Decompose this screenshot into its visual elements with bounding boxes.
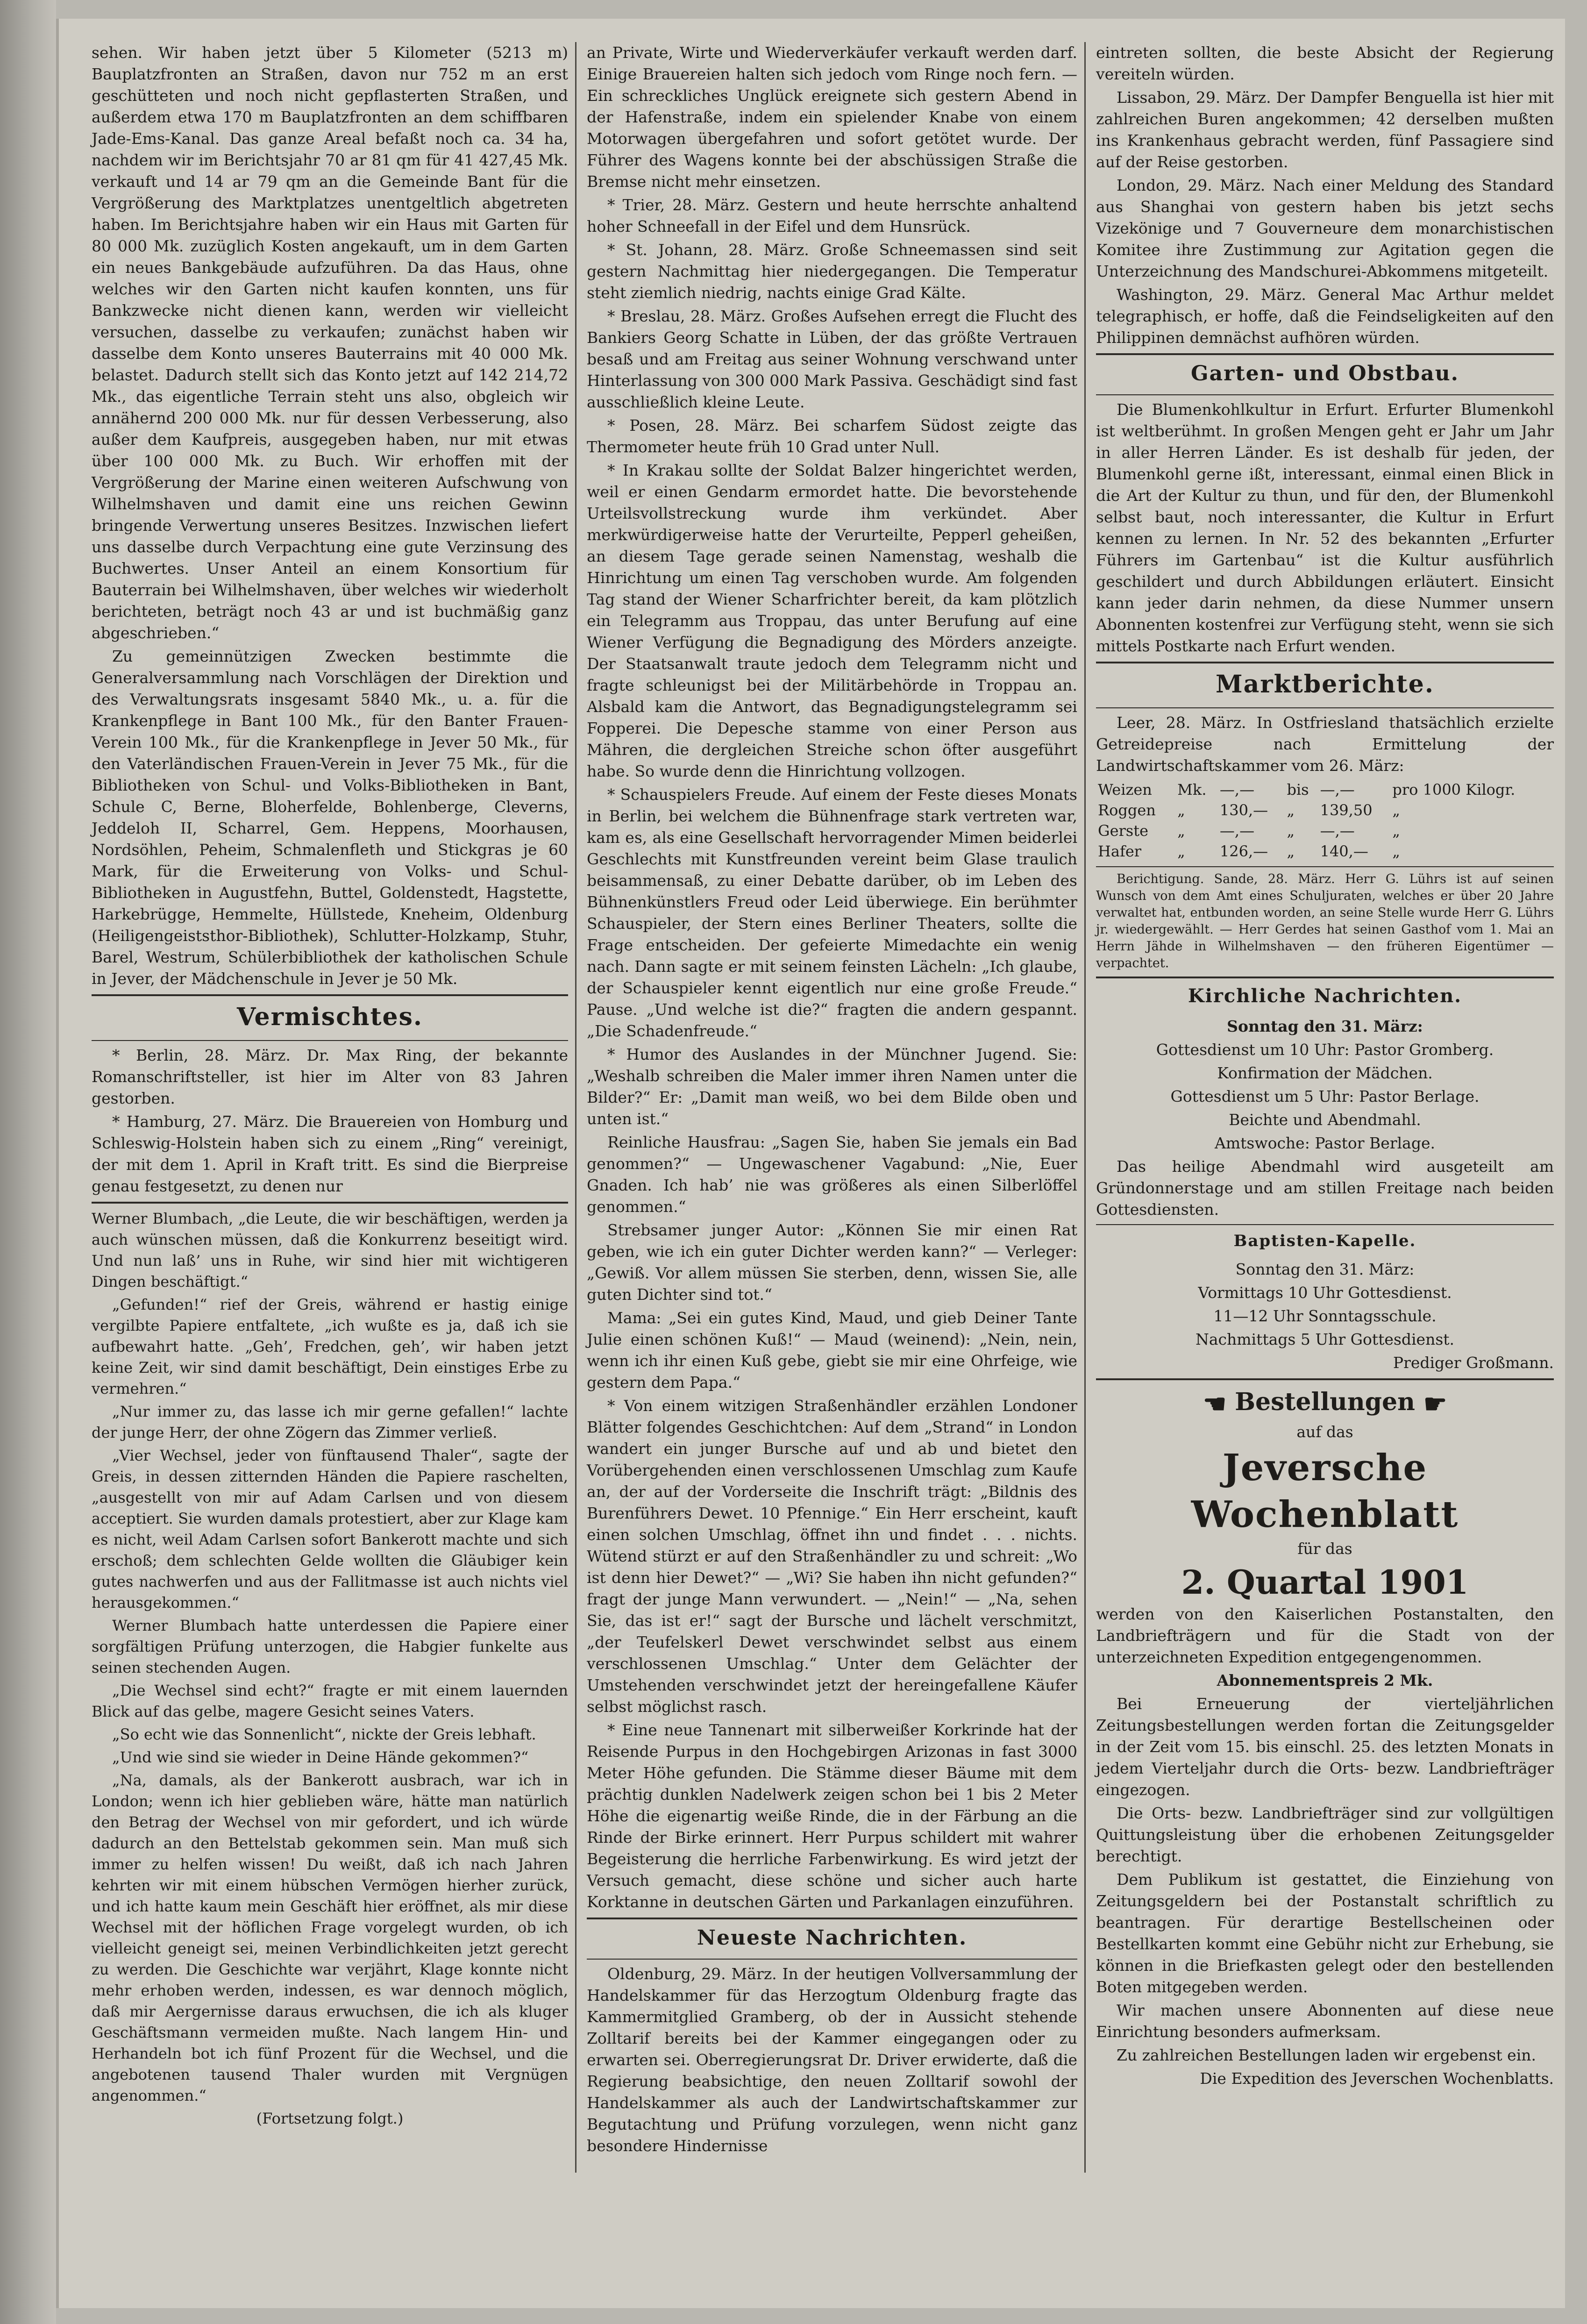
news-london: London, 29. März. Nach einer Meldung des Standard aus Shanghai von gestern haben bis jetzt sechs Vizekönige und 7 Gouverneure dem monarchistischen Komitee ihre Zustimmung zur Agitation gegen die Unterzeichnung des Mandschurei-Abkommens mitgeteilt. [1096, 176, 1554, 280]
divider [1096, 1224, 1554, 1225]
grain-unit: „ [1177, 842, 1185, 860]
table-row [1096, 841, 1554, 862]
baptist-sign: Prediger Großmann. [1393, 1354, 1554, 1372]
subscription-ad [1096, 1385, 1554, 2089]
baptist-date: Sonntag den 31. März: [1235, 1260, 1415, 1278]
news-posen: * Posen, 28. März. Bei scharfem Südost zeigte das Thermometer heute früh 10 Grad unter Null. [587, 416, 1077, 456]
divider [1096, 394, 1554, 395]
joke-autor: Strebsamer junger Autor: „Können Sie mir einen Rat geben, wie ich ein guter Dichter werden kann?“ — Verleger: „Gewiß. Vor allem müssen Sie sterben, denn, wissen Sie, alle guten Dichter sind tot.“ [587, 1221, 1077, 1304]
news-humor: * Humor des Auslandes in der Münchner Jugend. Sie: „Weshalb schreiben die Maler immer ihren Namen unter die Bilder?“ Er: „Damit man weiß, wo bei dem Bilde oben und unten ist.“ [587, 1045, 1077, 1128]
divider [587, 1959, 1077, 1960]
news-breslau: * Breslau, 28. März. Großes Aufsehen erregt die Flucht des Bankiers Georg Schatte in Lüben, der das größte Vertrauen besaß und am Freitag aus seiner Wohnung verschwand unter Hinterlassung von 300 000 Mark Passiva. Geschädigt sind fast ausschließlich kleine Leute. [587, 307, 1077, 411]
section-title-garten: Garten- und Obstbau. [1191, 362, 1459, 385]
news-tannenart: * Eine neue Tannenart mit silberweißer Korkrinde hat der Reisende Purpus in den Hochgebirgen Arizonas in fast 3000 Meter Höhe gefunden. Die Stämme dieser Bäume mit dem prächtig dunklen Nadelwerk zeigen schon bei 1 bis 2 Meter Höhe die eigenartig weiße Rinde, die in der Färbung an die Rinde der Birke erinnert. Herr Purpus schildert mit wahrer Begeisterung die herrliche Farbenwirkung. Es wird jetzt der Versuch gemacht, diese schöne und sicher auch harte Korktanne in deutschen Gärten und Parkanlagen einzuführen. [587, 1721, 1077, 1911]
grain-bis: „ [1287, 822, 1295, 840]
church-line: Gottesdienst um 10 Uhr: Pastor Gromberg. [1156, 1041, 1494, 1059]
ad-title: Bestellungen [1235, 1388, 1415, 1416]
news-hamburg: * Hamburg, 27. März. Die Brauereien von Homburg und Schleswig-Holstein haben sich zu einem „Ring“ vereinigt, der mit dem 1. April in Kraft tritt. Es sind die Bierpreise genau festgesetzt, zu denen nur [92, 1112, 568, 1195]
grain-from: —,— [1219, 781, 1255, 798]
news-lissabon: Lissabon, 29. März. Der Dampfer Benguella ist hier mit zahlreichen Buren angekommen; 42 derselben mußten ins Krankenhaus gebracht werden, fünf Passagiere sind auf der Reise gestorben. [1096, 88, 1554, 171]
news-berlin: * Berlin, 28. März. Dr. Max Ring, der bekannte Romanschriftsteller, ist hier im Alter von 83 Jahren gestorben. [92, 1046, 568, 1107]
divider [92, 1202, 568, 1204]
ad-sign: Die Expedition des Jeverschen Wochenblatts. [1200, 2069, 1554, 2088]
church-date: Sonntag den 31. März: [1227, 1017, 1423, 1035]
grain-unit: „ [1177, 822, 1185, 840]
column-3 [1096, 42, 1554, 2091]
divider [1096, 977, 1554, 978]
donations-text: Zu gemeinnützigen Zwecken bestimmte die Generalversammlung nach Vorschlägen der Direktion und des Verwaltungsrats insgesamt 5840 Mk., u. a. für die Krankenpflege in Bant 100 Mk., für den Banter Frauen-Verein 100 Mk., für die Krankenpflege in Jever 50 Mk., für den Vaterländischen Frauen-Verein in Jever 75 Mk., für die Bibliotheken von Schul- und Volks-Bibliotheken in Bant, Schule C, Berne, Bloherfelde, Bohlenberge, Cleverns, Jeddeloh II, Scharrel, Gem. Heppens, Moorhausen, Nordsöhlen, Peheim, Schmalenfleth und Stickgras je 60 Mark, für die Erweiterung von Volks- und Schul-Bibliotheken in Augustfehn, Buttel, Goldenstedt, Hagstette, Harkebrügge, Hemmelte, Hüllstede, Kneheim, Oldenburg (Heiligengeiststhor-Bibliothek), Schlutter-Holzkamp, Stuhr, Barel, Westrum, Schülerbibliothek der katholischen Schule in Jever, der Mädchenschule in Jever je 50 Mk. [92, 647, 568, 988]
story-paragraph: Werner Blumbach, „die Leute, die wir beschäftigen, werden ja auch wünschen müssen, daß die Konkurrenz beseitigt wird. Und nun laß’ uns in Ruhe, wir sind hier mit wichtigeren Dingen beschäftigt.“ [92, 1210, 568, 1290]
grain-to: 140,— [1320, 842, 1368, 860]
grain-bis: „ [1287, 842, 1295, 860]
story-paragraph: „Na, damals, als der Bankerott ausbrach, war ich in London; wenn ich hier geblieben wäre, hätte man natürlich den Betrag der Wechsel von mir gefordert, und ich würde dadurch an den Bettelstab gekommen sein. Man muß sich immer zu helfen wissen! Du weißt, daß ich nach Jahren kehrten wir mit einem hübschen Vermögen hierher zurück, und ich hatte kaum mein Geschäft hier eröffnet, als mir diese Wechsel mit der höflichen Frage vorgelegt wurden, ob ich vielleicht geneigt sei, meinen Verbindlichkeiten jetzt gerecht zu werden. Die Geschichte war verjährt, Klage konnte nicht mehr erhoben werden, indessen, es war dennoch möglich, daß mir Aergernisse daraus erwuchsen, die ich als kluger Geschäftsmann vermeiden mußte. Nach langem Hin- und Herhandeln bot ich fünf Prozent für die Wechsel, und die angebotenen tausend Thaler wurden mit Vergnügen angenommen.“ [92, 1771, 568, 2104]
grain-to: —,— [1320, 822, 1355, 840]
news-trier: * Trier, 28. März. Gestern und heute herrschte anhaltend hoher Schneefall in der Eifel und dem Hunsrück. [587, 196, 1077, 235]
grain-price-table [1096, 779, 1554, 862]
story-paragraph: „Die Wechsel sind echt?“ fragte er mit einem lauernden Blick auf das gelbe, magere Gesicht seines Vaters. [92, 1682, 568, 1720]
joke-hausfrau: Reinliche Hausfrau: „Sagen Sie, haben Sie jemals ein Bad genommen?“ — Ungewaschener Vagabund: „Nie, Euer Gnaden. Ich hab’ nie was größeres als einen Silberlöffel genommen.“ [587, 1133, 1077, 1216]
market-leer: Leer, 28. März. In Ostfriesland thatsächlich erzielte Getreidepreise nach Ermittelung der Landwirtschaftskammer vom 26. März: [1096, 713, 1554, 775]
ad-heading [1096, 1385, 1554, 1421]
divider [1096, 707, 1554, 708]
church-line: Konfirmation der Mädchen. [1217, 1064, 1433, 1082]
section-title-baptisten: Baptisten-Kapelle. [1233, 1232, 1416, 1250]
section-title-markt: Marktberichte. [1216, 670, 1434, 699]
grain-to: 139,50 [1320, 801, 1373, 819]
story-paragraph: „Nur immer zu, das lasse ich mir gerne gefallen!“ lachte der junge Herr, der ohne Zögern das Zimmer verließ. [92, 1403, 568, 1441]
bank-report-text: sehen. Wir haben jetzt über 5 Kilometer (5213 m) Bauplatzfronten an Straßen, davon nur 752 m an erst geschütteten und noch nicht gepflasterten Straßen, und außerdem etwa 170 m Bauplatzfronten an dem schiffbaren Jade-Ems-Kanal. Das ganze Areal befaßt noch ca. 34 ha, nachdem wir im Berichtsjahr 70 ar 81 qm für 41 427,45 Mk. verkauft und 14 ar 79 qm an die Gemeinde Bant für die Vergrößerung des Marktplatzes unentgeltlich abgetreten haben. Im Berichtsjahre haben wir ein Haus mit Garten für 80 000 Mk. zuzüglich Kosten angekauft, um in dem Garten ein neues Bankgebäude aufzuführen. Da das Haus, ohne welches wir den Garten nicht kaufen konnten, uns für Bankzwecke nicht dienen kann, werden wir vielleicht versuchen, dasselbe zu verkaufen; zunächst haben wir dasselbe dem Konto unseres Bauterrains mit 40 000 Mk. belastet. Dadurch stellt sich das Konto jetzt auf 142 214,72 Mk., das eigentliche Terrain steht uns also, obgleich wir annähernd 200 000 Mk. nur für dessen Verbesserung, also außer dem Kaufpreis, ausgegeben haben, nur mit etwas über 100 000 Mk. zu Buch. Wir erhoffen mit der Vergrößerung der Marine einen weiteren Aufschwung von Wilhelmshaven und damit eine uns reichen Gewinn bringende Verwertung unseres Besitzes. Inzwischen liefert uns dasselbe durch Verpachtung eine gute Verzinsung des Buchwertes. Unser Anteil an einem Konsortium für Bauterrain bei Wilhelmshaven, über welches wir wiederholt berichteten, beträgt noch 43 ar und ist buchmäßig ganz abgeschrieben.“ [92, 43, 568, 642]
church-abendmahl: Das heilige Abendmahl wird ausgeteilt am Gründonnerstage und am stillen Freitage nach beiden Gottesdiensten. [1096, 1157, 1554, 1219]
baptist-line: Nachmittags 5 Uhr Gottesdienst. [1195, 1330, 1455, 1348]
joke-mama: Mama: „Sei ein gutes Kind, Maud, und gieb Deiner Tante Julie einen schönen Kuß!“ — Maud (weinend): „Nein, nein, wenn ich ihr einen Kuß gebe, giebt sie mir eine Ohrfeige, wie gestern dem Papa.“ [587, 1309, 1077, 1391]
grain-per: „ [1392, 801, 1400, 819]
section-title-kirche: Kirchliche Nachrichten. [1188, 985, 1462, 1007]
grain-bis: „ [1287, 801, 1295, 819]
grain-name: Roggen [1098, 801, 1156, 819]
story-paragraph: „Und wie sind sie wieder in Deine Hände gekommen?“ [112, 1748, 529, 1766]
grain-per: „ [1392, 822, 1400, 840]
news-st-johann: * St. Johann, 28. März. Große Schneemassen sind seit gestern Nachmittag hier niedergegangen. Die Temperatur steht ziemlich niedrig, nachts einige Grad Kälte. [587, 241, 1077, 302]
column-2 [587, 42, 1077, 2159]
grain-unit: Mk. [1177, 781, 1207, 798]
ad-paragraph: Die Orts- bezw. Landbriefträger sind zur vollgültigen Quittungsleistung über die erhobenen Zeitungsgelder berechtigt. [1096, 1804, 1554, 1865]
news-brewery-cont: an Private, Wirte und Wiederverkäufer verkauft werden darf. Einige Brauereien halten sich jedoch vom Ringe noch fern. — Ein schreckliches Unglück ereignete sich gestern Abend in der Hafenstraße, indem ein spielender Knabe von einem Motorwagen übergefahren und sofort getötet wurde. Der Führer des Wagens konnte bei der abschüssigen Straße die Bremse nicht mehr einsetzen. [587, 43, 1077, 191]
column-rule-2 [1084, 42, 1086, 2173]
baptist-line: 11—12 Uhr Sonntagsschule. [1213, 1307, 1437, 1325]
news-schauspieler: * Schauspielers Freude. Auf einem der Feste dieses Monats in Berlin, bei welchem die Bühnenfrage stark vertreten war, kam es, als eine Gesellschaft hervorragender Mimen beiderlei Geschlechts mit Kunstfreunden vereint beim Glase traulich beisammensaß, zu einer Debatte darüber, ob im Leben des Bühnenkünstlers Freud oder Leid überwiege. Ein berühmter Schauspieler, der Stern eines Berliner Theaters, sollte die Frage entscheiden. Der gefeierte Mimedachte ein wenig nach. Dann sagte er mit seinem feinsten Lächeln: „Ich glaube, der Schauspieler kennt eigentlich nur eine große Freude.“ Pause. „Und welche ist die?“ fragten die andern gespannt. „Die Schadenfreude.“ [587, 785, 1077, 1040]
grain-bis: bis [1287, 781, 1309, 798]
grain-unit: „ [1177, 801, 1185, 819]
grain-per: „ [1392, 842, 1400, 860]
section-title-neueste: Neueste Nachrichten. [697, 1926, 968, 1950]
grain-from: 126,— [1219, 842, 1268, 860]
table-row [1096, 800, 1554, 820]
divider [1096, 866, 1554, 867]
section-title-vermischtes: Vermischtes. [236, 1003, 423, 1031]
news-strassenhaendler: * Von einem witzigen Straßenhändler erzählen Londoner Blätter folgendes Geschichtchen: Auf dem „Strand“ in London wandert ein junger Bursche auf und ab und bietet den Vorübergehenden einen verschlossenen Umschlag zum Kaufe an, der auf der Vorderseite die Inschrift trägt: „Bildnis des Burenführers Dewet. 10 Pfennige.“ Ein Herr erscheint, kauft einen solchen Umschlag, öffnet ihn und findet . . . nichts. Wütend stürzt er auf den Straßenhändler zu und schreit: „Wo ist denn hier Dewet?“ — „Wi? Sie haben ihn nicht gefunden?“ fragt der junge Mann verwundert. — „Nein!“ — „Na, sehen Sie, das ist er!“ sagt der Bursche und lächelt verschmitzt, „der Teufelskerl Dewet verschwindet selbst aus einem verschlossenen Umschlag.“ Unter dem Gelächter der Umstehenden verschwindet jetzt der hereingefallene Käufer selbst möglichst rasch. [587, 1397, 1077, 1716]
baptist-line: Vormittags 10 Uhr Gottesdienst. [1198, 1283, 1452, 1302]
pointing-hand-icon: ☛ [1203, 1388, 1226, 1419]
divider [1096, 353, 1554, 355]
column-rule-1 [575, 42, 576, 2173]
story-continuation: (Fortsetzung folgt.) [256, 2110, 404, 2127]
ad-paper-name: Jeversche Wochenblatt [1191, 1446, 1459, 1536]
page-edge [0, 0, 56, 2324]
column-1 [92, 42, 568, 2131]
table-row [1096, 779, 1554, 800]
story-paragraph: „Vier Wechsel, jeder von fünftausend Thaler“, sagte der Greis, in dessen zitternden Händen die Papiere raschelten, „ausgestellt von mir auf Adam Carlsen und von diesem acceptiert. Sie wurden damals protestiert, aber zur Klage kam es nicht, weil Adam Carlsen sofort Bankerott machte und sich erschoß; dem schlechten Gelde wollten die Gläubiger kein gutes nachwerfen und aus der Fallitmasse ist auch nichts viel herausgekommen.“ [92, 1447, 568, 1611]
ad-paragraph: Wir machen unsere Abonnenten auf diese neue Einrichtung besonders aufmerksam. [1096, 2001, 1554, 2041]
ad-price: Abonnementspreis 2 Mk. [1217, 1671, 1433, 1690]
ad-paragraph: Bei Erneuerung der vierteljährlichen Zeitungsbestellungen werden fortan die Zeitungsgelder in der Zeit vom 15. bis einschl. 25. des letzten Monats in jedem Vierteljahr durch die Orts- bezw. Landbriefträger eingezogen. [1096, 1694, 1554, 1799]
feuilleton-story [92, 1208, 568, 2129]
grain-from: 130,— [1219, 801, 1268, 819]
grain-name: Weizen [1098, 781, 1152, 798]
ad-paragraph: Dem Publikum ist gestattet, die Einziehung von Zeitungsgeldern bei der Postanstalt schriftlich zu beantragen. Für derartige Bestellscheinen oder Bestellkarten kommt eine Gebühr nicht zur Erhebung, sie können in die Briefkasten gelegt oder den bestellenden Boten mitgegeben werden. [1096, 1870, 1554, 1996]
table-row [1096, 820, 1554, 841]
story-paragraph: „So echt wie das Sonnenlicht“, nickte der Greis lebhaft. [112, 1725, 536, 1743]
news-oldenburg: Oldenburg, 29. März. In der heutigen Vollversammlung der Handelskammer für das Herzogtum Oldenburg fragte das Kammermitglied Gramberg, ob der in Aussicht stehende Zolltarif bereits bei der Kammer eingegangen oder zu erwarten sei. Oberregierungsrat Dr. Driver erwiderte, daß die Regierung beabsichtige, den neuen Zolltarif sowohl der Handelskammer als auch der Landwirtschaftskammer zur Begutachtung und Prüfung vorzulegen, wenn nicht ganz besondere Hindernisse [587, 1965, 1077, 2155]
divider [92, 994, 568, 996]
church-line: Gottesdienst um 5 Uhr: Pastor Berlage. [1170, 1087, 1480, 1105]
divider [1096, 662, 1554, 663]
ad-fuer-das: für das [1297, 1539, 1352, 1558]
ad-auf-das: auf das [1296, 1422, 1353, 1441]
story-paragraph: „Gefunden!“ rief der Greis, während er hastig einige vergilbte Papiere entfaltete, „ich wußte es ja, daß ich sie aufbewahrt hatte. „Geh’, Fredchen, geh’, wir haben jetzt keine Zeit, wir sind damit beschäftigt, Dein einstiges Erbe zu vermehren.“ [92, 1296, 568, 1397]
newspaper-page [56, 19, 1565, 2308]
article-blumenkohl: Die Blumenkohlkultur in Erfurt. Erfurter Blumenkohl ist weltberühmt. In großen Mengen geht er Jahr um Jahr in aller Herren Länder. Es ist deshalb für jeden, der Blumenkohl gerne ißt, interessant, einmal einen Blick in die Art der Kultur zu thun, und für den, der Blumenkohl selbst baut, noch interessanter, die Kultur in Erfurt kennen zu lernen. In Nr. 52 des bekannten „Erfurter Führers im Gartenbau“ ist die Kultur ausführlich geschildert und durch Abbildungen erläutert. Einsicht kann jeder darin nehmen, da diese Nummer unsern Abonnenten kostenfrei zur Verfügung steht, wenn sie sich mittels Postkarte nach Erfurt wenden. [1096, 400, 1554, 655]
news-washington: Washington, 29. März. General Mac Arthur meldet telegraphisch, er hoffe, daß die Feindseligkeiten auf den Philippinen demnächst aufhören würden. [1096, 285, 1554, 347]
ad-text: werden von den Kaiserlichen Postanstalten, den Landbriefträgern und für die Stadt von der unterzeichneten Expedition entgegengenommen. [1096, 1604, 1554, 1666]
ad-quartal: 2. Quartal 1901 [1181, 1562, 1469, 1602]
grain-name: Hafer [1098, 842, 1142, 860]
grain-to: —,— [1320, 781, 1355, 798]
grain-from: —,— [1219, 822, 1255, 840]
pointing-hand-icon: ☛ [1423, 1388, 1447, 1419]
news-krakau: * In Krakau sollte der Soldat Balzer hingerichtet werden, weil er einen Gendarm ermordet hatte. Die bevorstehende Urteilsvollstreckung wurde ihm verkündet. Aber merkwürdigerweise hatte der Verurteilte, Pepperl geheißen, an diesem Tage gerade seinen Namenstag, weshalb die Hinrichtung um einen Tag verschoben wurde. Am folgenden Tag stand der Wiener Scharfrichter bereit, da kam plötzlich ein Telegramm aus Troppau, das unter Berufung auf eine Wiener Verfügung die Begnadigung des Mörders anzeigte. Der Staatsanwalt traute jedoch dem Telegramm nicht und fragte schleunigst bei der Militärbehörde in Troppau an. Alsbald kam die Antwort, das Begnadigungstelegramm sei Fopperei. Die Depesche stamme von einer Person aus Mähren, die dergleichen Streiche schon öfter ausgeführt habe. So wurde denn die Hinrichtung vollzogen. [587, 461, 1077, 780]
divider [587, 1918, 1077, 1919]
news-oldenburg-cont: eintreten sollten, die beste Absicht der Regierung vereiteln würden. [1096, 43, 1554, 83]
church-line: Amtswoche: Pastor Berlage. [1215, 1134, 1435, 1152]
grain-per: pro 1000 Kilogr. [1392, 781, 1516, 798]
ad-paragraph: Zu zahlreichen Bestellungen laden wir ergebenst ein. [1117, 2046, 1536, 2064]
notice-berichtigung: Berichtigung. Sande, 28. März. Herr G. Lührs ist auf seinen Wunsch von dem Amt eines Schuljuraten, welches er über 20 Jahre verwaltet hat, entbunden worden, an seine Stelle wurde Herr G. Lührs jr. wiedergewählt. — Herr Gerdes hat seinen Gasthof vom 1. Mai an Herrn Jähde in Wilhelmshaven — den früheren Eigentümer — verpachtet. [1096, 872, 1554, 970]
divider [1096, 1378, 1554, 1380]
grain-name: Gerste [1098, 822, 1149, 840]
story-paragraph: Werner Blumbach hatte unterdessen die Papiere einer sorgfältigen Prüfung unterzogen, die Habgier funkelte aus seinen stechenden Augen. [92, 1617, 568, 1676]
church-line: Beichte und Abendmahl. [1229, 1111, 1421, 1129]
divider [92, 1040, 568, 1041]
